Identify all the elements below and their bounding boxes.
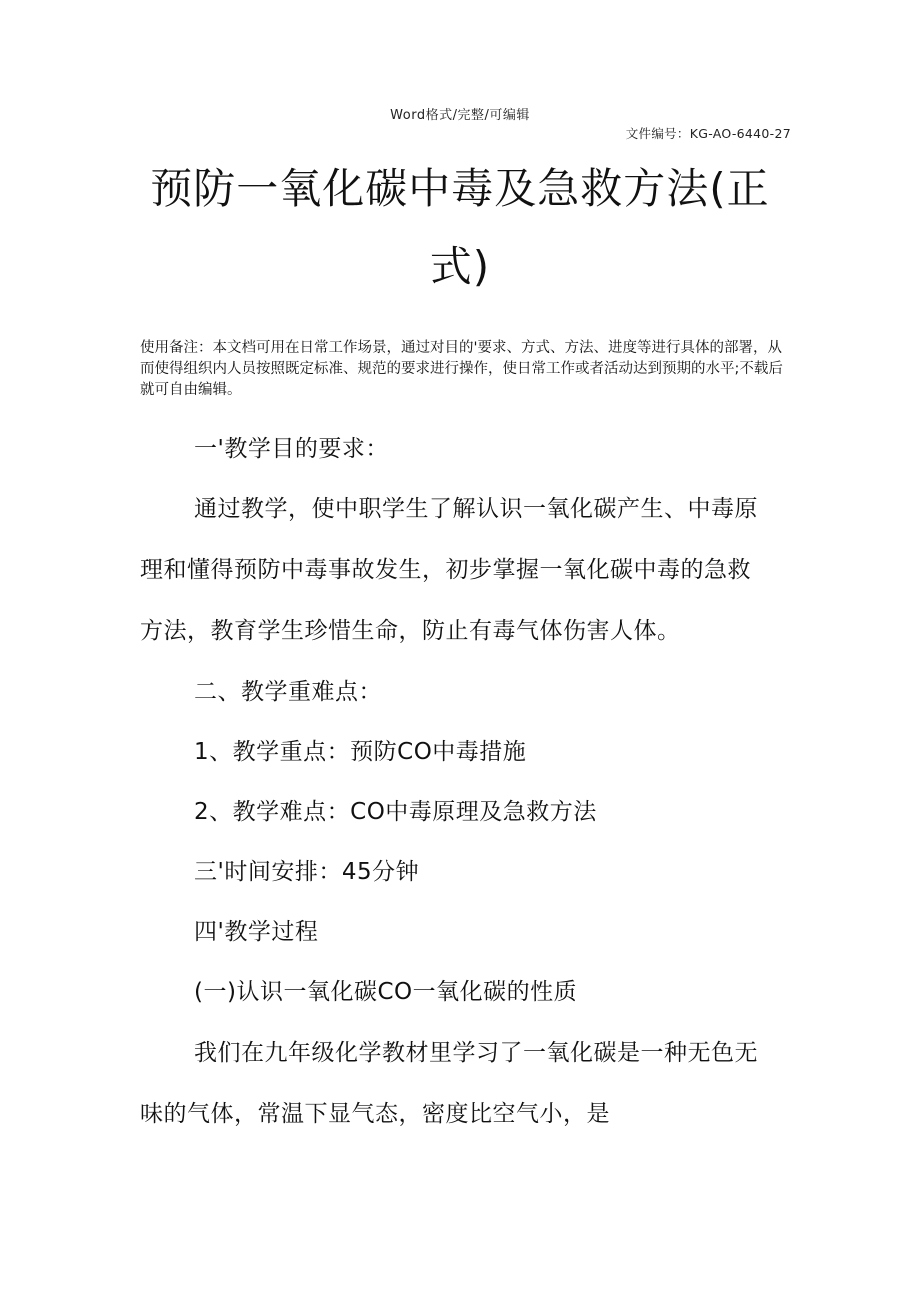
section-heading-key-points: 二、教学重难点： — [194, 679, 382, 705]
body-line: 味的气体，常温下显气态，密度比空气小，是 — [140, 1101, 610, 1127]
body-line: 方法，教育学生珍惜生命，防止有毒气体伤害人体。 — [140, 618, 681, 644]
body-line: 理和懂得预防中毒事故发生，初步掌握一氧化碳中毒的急救 — [140, 557, 751, 583]
section-heading-process: 四'教学过程 — [194, 919, 319, 945]
header-note: Word格式/完整/可编辑 — [390, 108, 530, 123]
subsection-heading: (一)认识一氧化碳CO一氧化碳的性质 — [194, 979, 578, 1005]
document-number: 文件编号：KG-AO-6440-27 — [625, 126, 791, 141]
body-line: 我们在九年级化学教材里学习了一氧化碳是一种无色无 — [194, 1040, 758, 1066]
body-line: 通过教学，使中职学生了解认识一氧化碳产生、中毒原 — [194, 496, 758, 522]
document-body — [140, 0, 795, 1301]
title-line-1: 预防一氧化碳中毒及急救方法(正 — [150, 164, 770, 213]
section-heading-time: 三'时间安排：45分钟 — [194, 859, 420, 885]
title-line-2: 式) — [429, 242, 491, 291]
section-heading-objectives: 一'教学目的要求： — [194, 436, 389, 462]
usage-note: 使用备注：本文档可用在日常工作场景，通过对目的'要求、方式、方法、进度等进行具体的部署，从而使得组织内人员按照既定标准、规范的要求进行操作，使日常工作或者活动达到预期的水平;不载后就可自由编辑。 — [140, 340, 783, 398]
list-item: 1、教学重点：预防CO中毒措施 — [194, 739, 527, 765]
list-item: 2、教学难点：CO中毒原理及急救方法 — [194, 799, 597, 825]
